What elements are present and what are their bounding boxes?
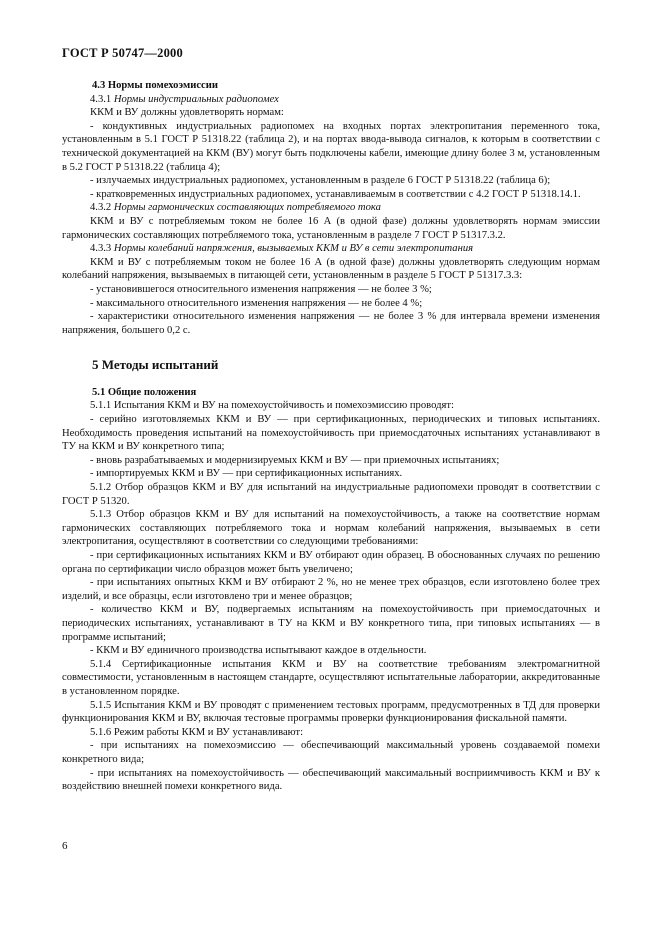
subsection-4-3-3-heading	[62, 242, 600, 256]
list-item: - при испытаниях опытных ККМ и ВУ отбирают 2 %, но не менее трех образцов, если изготовлено более трех изделий, и все образцы, если изготовлено три и менее образцов;	[62, 577, 600, 602]
list-item: - характеристики относительного изменения напряжения — не более 3 % для интервала времени изменения напряжения, большего 0,2 с.	[62, 311, 600, 336]
list-item: - импортируемых ККМ и ВУ — при сертификационных испытаниях.	[90, 468, 403, 480]
list-item: - при испытаниях на помехоэмиссию — обеспечивающий максимальный уровень создаваемой помехи конкретного вида;	[62, 740, 600, 765]
list-item: - при испытаниях на помехоустойчивость — обеспечивающий максимальный восприимчивость ККМ и ВУ к воздействию внешней помехи конкретного вида.	[62, 767, 600, 793]
paragraph: 5.1.5 Испытания ККМ и ВУ проводят с применением тестовых программ, предусмотренных в ТД для проверки функционирования ККМ и ВУ, включая тестовые программы проверки функционирования фискальной памяти.	[62, 699, 600, 725]
section-5-1-title: 5.1 Общие положения	[92, 386, 197, 398]
list-item: - серийно изготовляемых ККМ и ВУ — при сертификационных, периодических и типовых испытаниях. Необходимость проведения испытаний на помехоустойчивость при приемосдаточных испытаниях устанавливают в ТУ на ККМ и ВУ конкретного типа;	[62, 414, 600, 453]
list-item: - количество ККМ и ВУ, подвергаемых испытаниям на помехоустойчивость при приемосдаточных и периодических испытаниях, устанавливают в ТУ на ККМ и ВУ конкретного типа, при типовых испытаниях — в программе испытаний;	[62, 604, 600, 643]
subsection-number: 4.3.3	[90, 243, 112, 255]
list-item: - установившегося относительного изменения напряжения — не более 3 %;	[90, 283, 432, 295]
paragraph: 5.1.2 Отбор образцов ККМ и ВУ для испытаний на индустриальные радиопомехи проводят в соответствии с ГОСТ Р 51320.	[62, 482, 600, 507]
paragraph: 5.1.3 Отбор образцов ККМ и ВУ для испытаний на помехоустойчивость, а также на соответствие нормам гармонических составляющих потребляемого тока и нормам колебаний напряжения, вызываемых в сети электропитания, осуществляют в соответствии со следующими требованиями:	[62, 509, 600, 548]
page-number: 6	[62, 840, 68, 852]
list-item: - вновь разрабатываемых и модернизируемых ККМ и ВУ — при приемочных испытаниях;	[90, 454, 500, 466]
list-item: - кратковременных индустриальных радиопомех, устанавливаемым в соответствии с 4.2 ГОСТ Р 51318.14.1.	[90, 188, 581, 200]
subsection-4-3-1-heading	[62, 93, 600, 107]
section-5-title: 5 Методы испытаний	[92, 357, 219, 373]
paragraph: ККМ и ВУ с потребляемым током не более 16 А (в одной фазе) должны удовлетворять следующим нормам колебаний напряжения, вызываемых в питающей сети, установленным в разделе 5 ГОСТ Р 51317.3.3:	[62, 256, 600, 282]
list-item: - кондуктивных индустриальных радиопомех на входных портах электропитания переменного тока, установленным в 5.1 ГОСТ Р 51318.22 (таблица 2), и на портах ввода-вывода сигналов, к которым в соответствии с технической документацией на ККМ (ВУ) могут быть подключены кабели, имеющие длину более 3 м, установленным в 5.2 ГОСТ Р 51318.22 (таблица 4);	[62, 120, 600, 173]
section-4-3-title: 4.3 Нормы помехоэмиссии	[92, 80, 218, 91]
subsection-number: 4.3.2	[90, 202, 112, 214]
subsection-title: Нормы индустриальных радиопомех	[113, 93, 279, 105]
list-item: - при сертификационных испытаниях ККМ и ВУ отбирают один образец. В обоснованных случаях по решению органа по сертификации число образцов может быть увеличено;	[62, 550, 600, 575]
subsection-number: 4.3.1	[90, 93, 112, 105]
subsection-title: Нормы колебаний напряжения, вызываемых ККМ и ВУ в сети электропитания	[113, 243, 474, 255]
list-item: - ККМ и ВУ единичного производства испытывают каждое в отдельности.	[90, 645, 427, 657]
document-header: ГОСТ Р 50747—2000	[62, 46, 183, 60]
paragraph: 5.1.4 Сертификационные испытания ККМ и ВУ на соответствие требованиям электромагнитной совместимости, установленным в настоящем стандарте, осуществляют испытательные лаборатории, аккредитованные в установленном порядке.	[62, 658, 600, 697]
subsection-title: Нормы гармонических составляющих потребляемого тока	[113, 202, 381, 214]
list-item: - максимального относительного изменения напряжения — не более 4 %;	[90, 297, 423, 309]
paragraph: 5.1.6 Режим работы ККМ и ВУ устанавливают:	[90, 726, 304, 738]
paragraph: ККМ и ВУ должны удовлетворять нормам:	[90, 107, 284, 119]
paragraph: ККМ и ВУ с потребляемым током не более 16 А (в одной фазе) должны удовлетворять нормам эмиссии гармонических составляющих потребляемого тока, установленным в разделе 7 ГОСТ Р 51317.3.2.	[62, 215, 600, 241]
page-body	[62, 79, 600, 794]
list-item: - излучаемых индустриальных радиопомех, установленным в разделе 6 ГОСТ Р 51318.22 (таблица 6);	[90, 175, 551, 187]
subsection-4-3-2-heading	[62, 201, 600, 215]
paragraph: 5.1.1 Испытания ККМ и ВУ на помехоустойчивость и помехоэмиссию проводят:	[90, 400, 454, 412]
